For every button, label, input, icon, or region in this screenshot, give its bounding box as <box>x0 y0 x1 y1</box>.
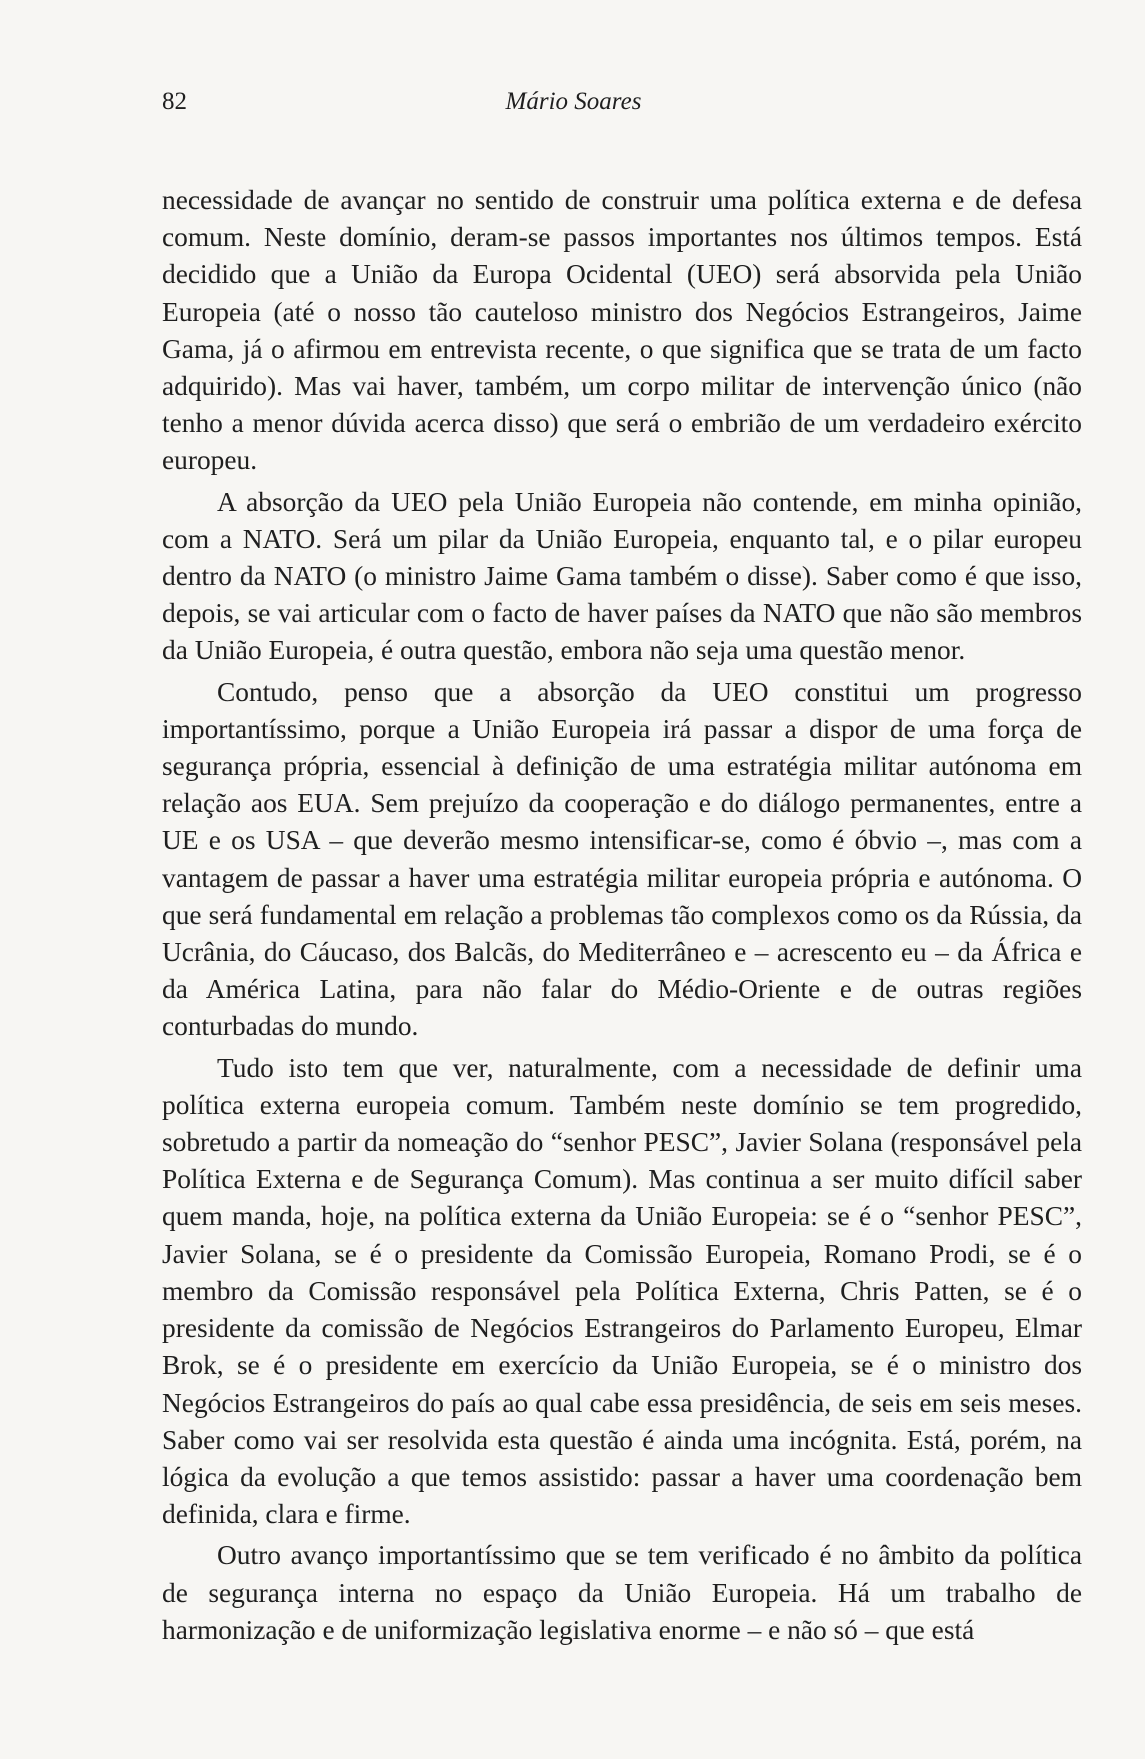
paragraph-5: Outro avanço importantíssimo que se tem verificado é no âmbito da política de segurança interna no espaço da União Europeia. Há um trabalho de harmonização e de uniformização legislativa enorme – e não só – que está <box>162 1540 1082 1645</box>
paragraph-1: necessidade de avançar no sentido de construir uma política externa e de defesa comum. Neste domínio, deram-se passos importantes nos últimos tempos. Está decidido que a União da Europa Ocidental (UEO) será absorvida pela União Europeia (até o nosso tão cauteloso ministro dos Negócios Estrangeiros, Jaime Gama, já o afirmou em entrevista recente, o que significa que se trata de um facto adquirido). Mas vai haver, também, um corpo militar de intervenção único (não tenho a menor dúvida acerca disso) que será o embrião de um verdadeiro exército europeu. <box>162 185 1082 476</box>
running-head-author: Mário Soares <box>505 88 642 115</box>
body-text <box>162 182 1082 1649</box>
paragraph-4: Tudo isto tem que ver, naturalmente, com a necessidade de definir uma política externa europeia comum. Também neste domínio se tem progredido, sobretudo a partir da nomeação do “senhor PESC”, Javier Solana (responsável pela Política Externa e de Segurança Comum). Mas continua a ser muito difícil saber quem manda, hoje, na política externa da União Europeia: se é o “senhor PESC”, Javier Solana, se é o presidente da Comissão Europeia, Romano Prodi, se é o membro da Comissão responsável pela Política Externa, Chris Patten, se é o presidente da comissão de Negócios Estrangeiros do Parlamento Europeu, Elmar Brok, se é o presidente em exercício da União Europeia, se é o ministro dos Negócios Estrangeiros do país ao qual cabe essa presidência, de seis em seis meses. Saber como vai ser resolvida esta questão é ainda uma incógnita. Está, porém, na lógica da evolução a que temos assistido: passar a haver uma coordenação bem definida, clara e firme. <box>162 1052 1082 1530</box>
paragraph-3: Contudo, penso que a absorção da UEO constitui um progresso importantíssimo, porque a União Europeia irá passar a dispor de uma força de segurança própria, essencial à definição de uma estratégia militar autónoma em relação aos EUA. Sem prejuízo da cooperação e do diálogo permanentes, entre a UE e os USA – que deverão mesmo intensificar-se, como é óbvio –, mas com a vantagem de passar a haver uma estratégia militar europeia própria e autónoma. O que será fundamental em relação a problemas tão complexos como os da Rússia, da Ucrânia, do Cáucaso, dos Balcãs, do Mediterrâneo e – acrescento eu – da África e da América Latina, para não falar do Médio-Oriente e de outras regiões conturbadas do mundo. <box>162 676 1082 1042</box>
running-header <box>162 88 1085 124</box>
paragraph-2: A absorção da UEO pela União Europeia não contende, em minha opinião, com a NATO. Será um pilar da União Europeia, enquanto tal, e o pilar europeu dentro da NATO (o ministro Jaime Gama também o disse). Saber como é que isso, depois, se vai articular com o facto de haver países da NATO que não são membros da União Europeia, é outra questão, embora não seja uma questão menor. <box>162 486 1082 666</box>
page-number: 82 <box>162 88 187 115</box>
